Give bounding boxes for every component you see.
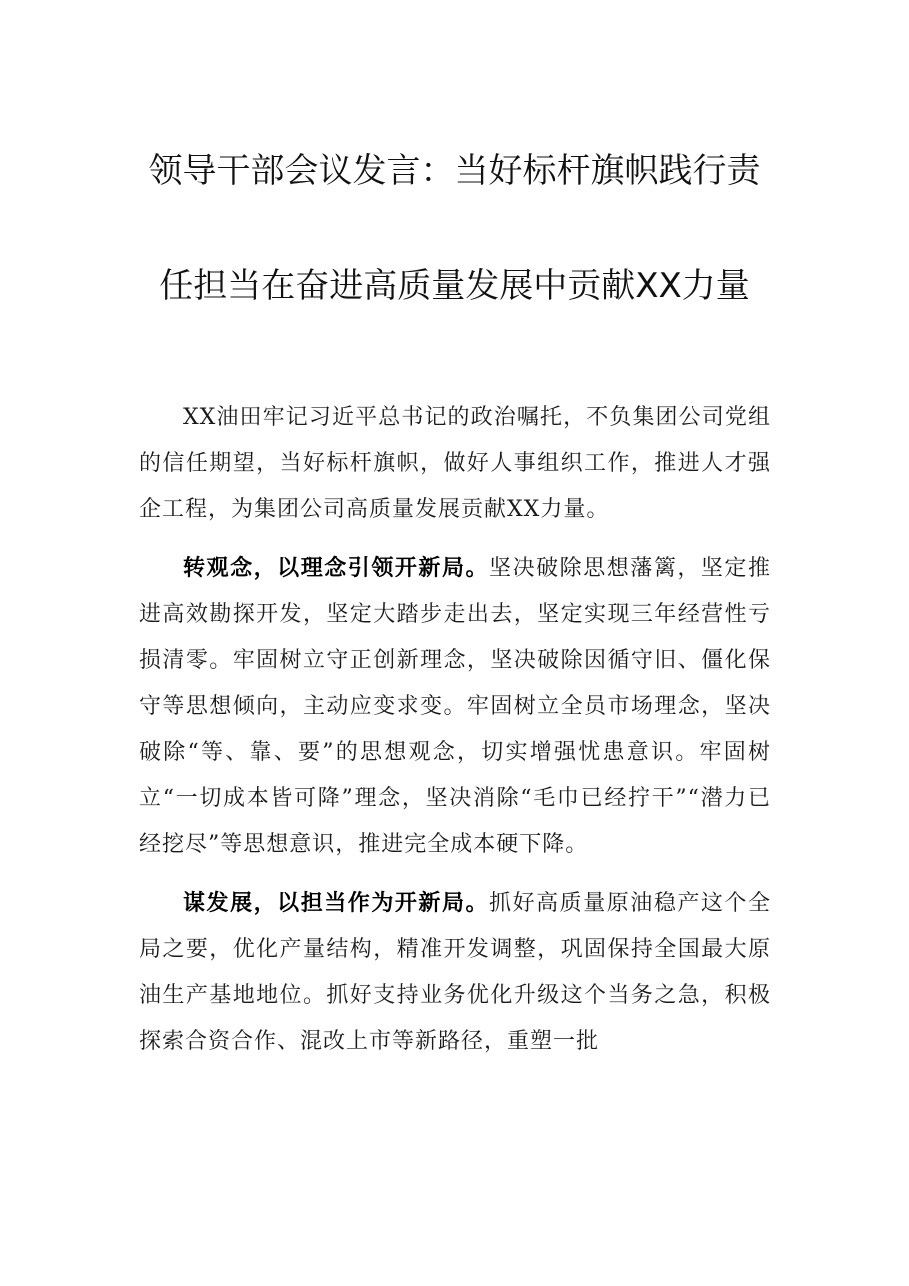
paragraph-intro — [139, 395, 771, 533]
document-title-line-2: 任担当在奋进高质量发展中贡献XX力量 — [159, 266, 750, 306]
paragraph-change-concepts-lead: 转观念，以理念引领开新局。 — [183, 555, 490, 581]
paragraph-change-concepts — [139, 545, 771, 868]
paragraph-seek-development-lead: 谋发展，以担当作为开新局。 — [183, 890, 490, 916]
paragraph-intro-text: XX油田牢记习近平总书记的政治嘱托，不负集团公司党组的信任期望，当好标杆旗帜，做好人事组织工作，推进人才强企工程，为集团公司高质量发展贡献XX力量。 — [139, 405, 771, 522]
paragraph-seek-development-text: 抓好高质量原油稳产这个全局之要，优化产量结构，精准开发调整，巩固保持全国最大原油生产基地地位。抓好支持业务优化升级这个当务之急，积极探索合资合作、混改上市等新路径，重塑一批 — [139, 891, 771, 1054]
document-title-line-1: 领导干部会议发言：当好标杆旗帜践行责 — [148, 151, 761, 191]
document-body — [139, 395, 771, 1077]
paragraph-seek-development — [139, 880, 771, 1065]
paragraph-change-concepts-text: 坚决破除思想藩篱，坚定推进高效勘探开发，坚定大踏步走出去，坚定实现三年经营性亏损清零。牢固树立守正创新理念，坚决破除因循守旧、僵化保守等思想倾向，主动应变求变。牢固树立全员市场理念，坚决破除“等、靠、要”的思想观念，切实增强忧患意识。牢固树立“一切成本皆可降”理念，坚决消除“毛巾已经拧干”“潜力已经挖尽”等思想意识，推进完全成本硬下降。 — [139, 556, 771, 857]
